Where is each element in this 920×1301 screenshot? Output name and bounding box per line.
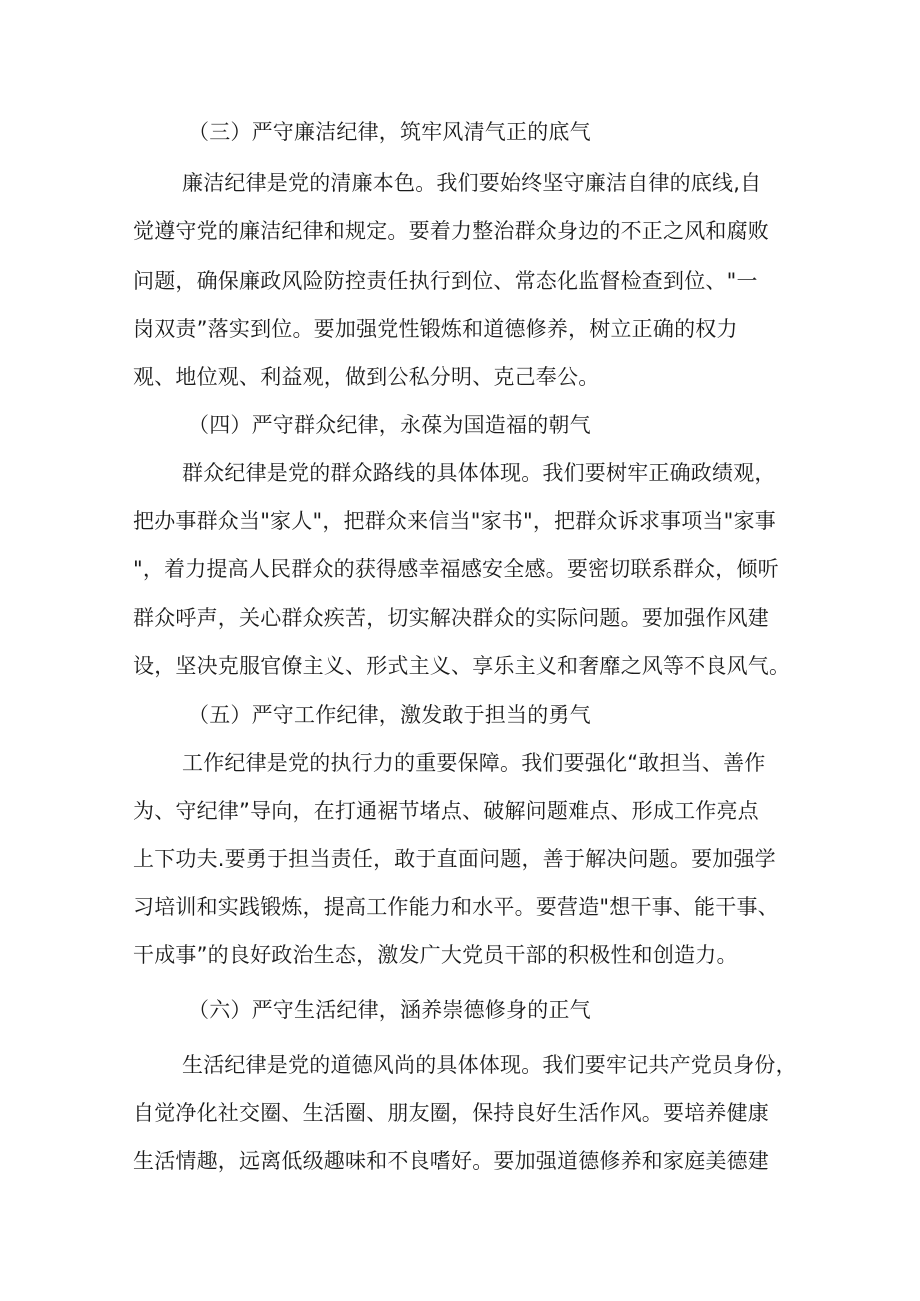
paragraph-line: 设，坚决克服官僚主义、形式主义、享乐主义和奢靡之风等不良风气。: [133, 654, 791, 678]
paragraph-line: 干成事”的良好政治生态，激发广大党员干部的积极性和创造力。: [133, 943, 738, 967]
paragraph-line: 把办事群众当"家人"，把群众来信当"家书"，把群众诉求事项当"家事: [133, 509, 776, 533]
paragraph-line: 习培训和实践锻炼，提高工作能力和水平。要营造"想干事、能干事、: [133, 895, 779, 919]
paragraph-line: 生活纪律是党的道德风尚的具体体现。我们要牢记共产党员身份，: [182, 1053, 797, 1077]
paragraph-line: 廉洁纪律是党的清廉本色。我们要始终坚守廉洁自律的底线,自: [182, 171, 762, 195]
paragraph-line: 群众纪律是党的群众路线的具体体现。我们要树牢正确政绩观，: [182, 461, 776, 485]
paragraph-line: 问题，确保廉政风险防控责任执行到位、常态化监督检查到位、"一: [133, 269, 758, 293]
paragraph-line: 工作纪律是党的执行力的重要保障。我们要强化“敢担当、善作: [182, 751, 766, 775]
paragraph-line: 觉遵守党的廉洁纪律和规定。要着力整治群众身边的不正之风和腐败: [133, 219, 769, 243]
paragraph-line: 生活情趣，远离低级趣味和不良嗜好。要加强道德修养和家庭美德建: [133, 1149, 769, 1173]
paragraph-line: 为、守纪律”导向，在打通裾节堵点、破解问题难点、形成工作亮点: [133, 799, 759, 823]
paragraph-line: 上下功夫.要勇于担当责任，敢于直面问题，善于解决问题。要加强学: [133, 847, 776, 871]
section-heading: （六）严守生活纪律，涵养崇德修身的正气: [188, 998, 591, 1022]
paragraph-line: "，着力提高人民群众的获得感幸福感安全感。要密切联系群众，倾听: [133, 557, 779, 581]
paragraph-line: 观、地位观、利益观，做到公私分明、克己奉公。: [133, 365, 600, 389]
section-heading: （四）严守群众纪律，永葆为国造福的朝气: [188, 413, 591, 437]
section-heading: （五）严守工作纪律，激发敢于担当的勇气: [188, 703, 591, 727]
paragraph-line: 群众呼声，关心群众疾苦，切实解决群众的实际问题。要加强作风建: [133, 606, 769, 630]
paragraph-line: 岗双责”落实到位。要加强党性锻炼和道德修养，树立正确的权力: [133, 317, 738, 341]
section-heading: （三）严守廉洁纪律，筑牢风清气正的底气: [188, 120, 591, 144]
paragraph-line: 自觉净化社交圈、生活圈、朋友圈，保持良好生活作风。要培养健康: [133, 1101, 769, 1125]
